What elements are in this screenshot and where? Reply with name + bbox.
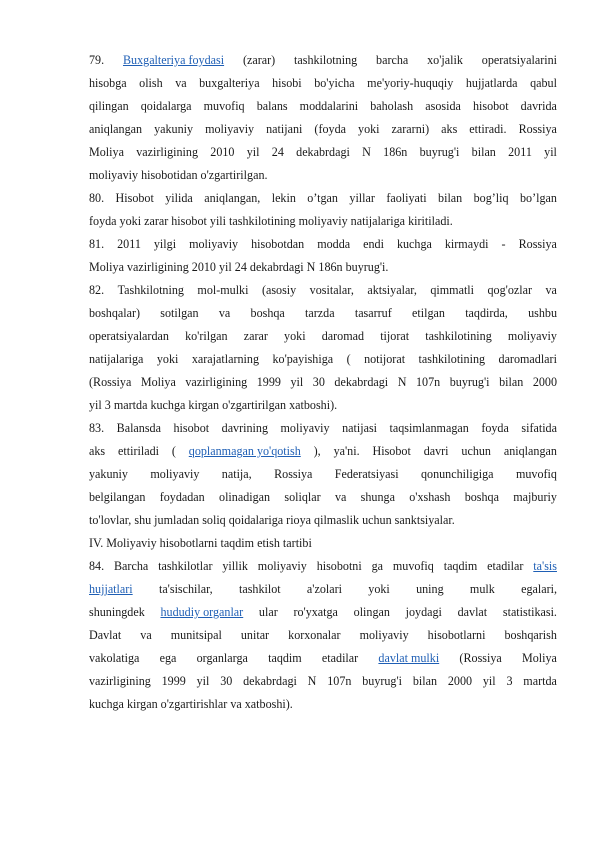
word: tarzda (305, 306, 335, 320)
word: moliyaviy hisobotidan o'zgartirilgan. (89, 168, 268, 182)
word: bog’liq (473, 191, 509, 205)
word: taqdim (443, 559, 478, 573)
word: dekabrdagi (334, 375, 389, 389)
word: ko'rilgan (185, 329, 228, 343)
word: ko'payishiga (272, 352, 334, 366)
word: faoliyati (386, 191, 427, 205)
word: 2010 (210, 145, 235, 159)
word: davri (423, 444, 449, 458)
text-line (89, 187, 557, 210)
word: bilan (499, 375, 524, 389)
word: 2011 (508, 145, 532, 159)
word: qimmatli (430, 283, 475, 297)
word: hisobot (173, 421, 210, 435)
text-line (89, 555, 557, 578)
word: yilgi (153, 237, 177, 251)
word: (asosiy (261, 283, 297, 297)
word: buyrug'i (449, 375, 490, 389)
word: o’tgan (307, 191, 338, 205)
word: yoki (368, 582, 390, 596)
word: 1999 (161, 674, 186, 688)
word: boshqalar) (89, 306, 141, 320)
word: Moliya (89, 145, 124, 159)
word: Rossiya (518, 122, 557, 136)
word: majburiy (513, 490, 557, 504)
word: qonunchiligiga (420, 467, 494, 481)
word: hisobotni (316, 559, 362, 573)
word: sifatida (521, 421, 557, 435)
word: yilida (165, 191, 193, 205)
word: aniqlangan (89, 122, 143, 136)
word: shuningdek (89, 605, 145, 619)
word: 186n (383, 145, 408, 159)
word: korxonalar (288, 628, 341, 642)
word: aktsiyalar, (367, 283, 417, 297)
word: buyrug'i (362, 674, 403, 688)
text-line (89, 440, 557, 463)
word: kuchga kirgan o'zgartirishlar va xatboshi). (89, 697, 293, 711)
word: boshqarish (504, 628, 557, 642)
text-line (89, 417, 557, 440)
word: qilingan (89, 99, 129, 113)
word: Tashkilotning (117, 283, 184, 297)
word: taqdim (268, 651, 302, 665)
word: N (307, 674, 317, 688)
word: foyda yoki zarar hisobot yili tashkilotining moliyaviy natijalariga kiritiladi. (89, 214, 453, 228)
word: foyda (481, 421, 509, 435)
hyperlink[interactable]: hududiy organlar (160, 605, 244, 619)
text-line (89, 532, 557, 555)
word: vakolatiga (89, 651, 140, 665)
word: organlarga (196, 651, 248, 665)
word: 81. (89, 237, 105, 251)
text-line (89, 394, 557, 417)
word: ular (258, 605, 278, 619)
word: 2000 (532, 375, 557, 389)
word: egalari, (521, 582, 557, 596)
word: Federatsiyasi (334, 467, 399, 481)
word: operatsiyalarini (481, 53, 557, 67)
word: etilgan (412, 306, 445, 320)
word: qog'ozlar (487, 283, 532, 297)
word: xo'jalik (427, 53, 463, 67)
word: vazirligining (185, 375, 248, 389)
word: boshqa (250, 306, 285, 320)
text-line (89, 164, 557, 187)
word: 79. (89, 53, 105, 67)
word: Hisobot (115, 191, 154, 205)
word: 2000 (447, 674, 473, 688)
word: vazirligining (89, 674, 151, 688)
word: 80. (89, 191, 105, 205)
word: zararni) (391, 122, 430, 136)
word: Rossiya (518, 237, 557, 251)
word: muvofiq (203, 99, 245, 113)
text-line (89, 509, 557, 532)
word: ettiriladi (118, 444, 159, 458)
word: Moliya vazirligining 2010 yil 24 dekabrdagi N 186n buyrug'i. (89, 260, 389, 274)
text-line (89, 256, 557, 279)
word: buxgalteriya (199, 76, 260, 90)
text-line (89, 670, 557, 693)
word: hisobot (472, 99, 509, 113)
word: balans (256, 99, 288, 113)
word: olinadigan (219, 490, 271, 504)
word: buyrug'i (419, 145, 460, 159)
word: modda (317, 237, 351, 251)
word: 2011 (117, 237, 141, 251)
word: unitar (240, 628, 270, 642)
word: uning (416, 582, 444, 596)
word: tashkilotning (294, 53, 358, 67)
word: IV. Moliyaviy hisobotlarni taqdim etish tartibi (89, 536, 312, 550)
word: Moliya (521, 651, 557, 665)
word: yoki (284, 329, 306, 343)
word: hisobotlarni (427, 628, 486, 642)
text-line (89, 325, 557, 348)
word: mol-mulki (197, 283, 249, 297)
word: aniqlangan (503, 444, 557, 458)
word: aks (441, 122, 458, 136)
word: yil (196, 674, 210, 688)
text-line (89, 72, 557, 95)
word: bilan (412, 674, 438, 688)
word: (Rossiya (89, 375, 132, 389)
word: 107n (415, 375, 441, 389)
word: Barcha (113, 559, 149, 573)
word: ettiradi. (469, 122, 507, 136)
word: moddalarini (299, 99, 359, 113)
word: tashkilot (238, 582, 281, 596)
word: va (175, 76, 187, 90)
word: natijalariga (89, 352, 144, 366)
word: aniqlangan, (204, 191, 261, 205)
word: tasarruf (354, 306, 392, 320)
word: natijasi (342, 421, 378, 435)
word: (zarar) (242, 53, 276, 67)
word: aks (89, 444, 106, 458)
word: bilan (471, 145, 496, 159)
word: tashkilotining (418, 352, 486, 366)
text-line (89, 463, 557, 486)
text-line (89, 210, 557, 233)
word: Hisobot (372, 444, 411, 458)
word: etadilar (321, 651, 359, 665)
word: bo’lgan (519, 191, 557, 205)
text-line (89, 141, 557, 164)
text-line (89, 118, 557, 141)
text-line (89, 348, 557, 371)
text-line (89, 486, 557, 509)
word: etadilar (487, 559, 524, 573)
text-line (89, 578, 557, 601)
word: moliyaviy (205, 122, 255, 136)
word: baholash (370, 99, 414, 113)
word: ), (313, 444, 321, 458)
word: to'lovlar, shu jumladan soliq qoidalariga rioya qilmaslik uchun sanktsiyalar. (89, 513, 455, 527)
word: moliyaviy (257, 559, 307, 573)
word: 3 (506, 674, 513, 688)
word: o'xshash (409, 490, 451, 504)
word: qoidalarga (140, 99, 192, 113)
word: 84. (89, 559, 105, 573)
word: sotilgan (160, 306, 199, 320)
word: munitsipal (170, 628, 222, 642)
word: yil (246, 145, 260, 159)
word: moliyaviy (359, 628, 409, 642)
word: 1999 (256, 375, 281, 389)
word: va (334, 490, 347, 504)
word: martda (523, 674, 557, 688)
word: statistikasi. (502, 605, 557, 619)
word: 30 (220, 674, 233, 688)
word: moliyaviy (280, 421, 330, 435)
text-line (89, 371, 557, 394)
word: joydagi (405, 605, 442, 619)
word: ro'yxatga (293, 605, 338, 619)
word: barcha (376, 53, 409, 67)
word: asosida (425, 99, 461, 113)
word: 83. (89, 421, 105, 435)
word: qabul (530, 76, 557, 90)
word: va (140, 628, 152, 642)
word: tashkilotining (425, 329, 492, 343)
word: boshqa (464, 490, 499, 504)
word: notijorat (364, 352, 406, 366)
word: soliqlar (284, 490, 321, 504)
word: dekabrdagi (243, 674, 297, 688)
word: hujjatlarda (465, 76, 518, 90)
word: operatsiyalardan (89, 329, 169, 343)
word: ( (171, 444, 176, 458)
word: me'yoriy-huquqiy (367, 76, 454, 90)
word: ( (346, 352, 351, 366)
word: xarajatlarning (191, 352, 260, 366)
text-line (89, 693, 557, 716)
word: bilan (438, 191, 463, 205)
word: yoki (156, 352, 179, 366)
word: yillar (349, 191, 375, 205)
word: natija, (221, 467, 252, 481)
word: taqsimlanmagan (389, 421, 469, 435)
word: N (362, 145, 371, 159)
word: shunga (360, 490, 395, 504)
word: va (218, 306, 231, 320)
text-line (89, 647, 557, 670)
text-line (89, 302, 557, 325)
word: kuchga (396, 237, 432, 251)
word: hisobotdan (251, 237, 305, 251)
word: 24 (271, 145, 284, 159)
word: Moliya (140, 375, 176, 389)
word: taqdirda, (465, 306, 508, 320)
word: moliyaviy (507, 329, 557, 343)
document-body (89, 49, 557, 716)
word: ya'ni. (333, 444, 360, 458)
word: bo'yicha (314, 76, 355, 90)
hyperlink[interactable]: qoplanmagan yo'qotish (188, 444, 301, 458)
word: davlat (457, 605, 488, 619)
word: dekabrdagi (296, 145, 350, 159)
text-line (89, 49, 557, 72)
word: tijorat (380, 329, 410, 343)
text-line (89, 95, 557, 118)
word: va (545, 283, 557, 297)
word: Rossiya (274, 467, 313, 481)
word: vazirligining (136, 145, 199, 159)
word: ushbu (528, 306, 557, 320)
word: belgilangan (89, 490, 146, 504)
word: hisobga (89, 76, 127, 90)
word: yil 3 martda kuchga kirgan o'zgartirilgan xatboshi). (89, 398, 338, 412)
word: olingan (353, 605, 390, 619)
hyperlink[interactable]: hujjatlari (89, 582, 133, 596)
hyperlink[interactable]: Buxgalteriya foydasi (122, 53, 225, 67)
word: davrining (221, 421, 268, 435)
word: ega (159, 651, 177, 665)
text-line (89, 279, 557, 302)
word: yakuniy (89, 467, 128, 481)
word: endi (363, 237, 384, 251)
word: muvofiq (392, 559, 434, 573)
word: natijani (266, 122, 303, 136)
word: ta'sischilar, (158, 582, 213, 596)
word: (Rossiya (459, 651, 502, 665)
word: 107n (327, 674, 352, 688)
word: daromad (321, 329, 365, 343)
word: moliyaviy (150, 467, 200, 481)
text-line (89, 624, 557, 647)
word: uchun (461, 444, 491, 458)
word: yakuniy (154, 122, 194, 136)
word: davrida (520, 99, 557, 113)
word: olish (139, 76, 163, 90)
word: yoki (358, 122, 380, 136)
text-line (89, 233, 557, 256)
word: Balansda (116, 421, 161, 435)
word: daromadlari (498, 352, 557, 366)
word: N (397, 375, 407, 389)
word: mulk (469, 582, 495, 596)
word: 82. (89, 283, 105, 297)
word: ga (371, 559, 383, 573)
word: - (501, 237, 506, 251)
text-line (89, 601, 557, 624)
word: muvofiq (515, 467, 557, 481)
word: Davlat (89, 628, 122, 642)
word: 30 (312, 375, 325, 389)
hyperlink[interactable]: ta'sis (533, 559, 557, 573)
word: yillik (222, 559, 248, 573)
word: hisobi (272, 76, 302, 90)
word: zarar (243, 329, 268, 343)
word: vositalar, (309, 283, 354, 297)
hyperlink[interactable]: davlat mulki (378, 651, 440, 665)
word: lekin (271, 191, 296, 205)
word: moliyaviy (189, 237, 239, 251)
word: yil (290, 375, 304, 389)
word: kirmaydi (444, 237, 489, 251)
word: tashkilotlar (158, 559, 213, 573)
word: a'zolari (306, 582, 342, 596)
word: foydadan (159, 490, 205, 504)
word: (foyda (314, 122, 346, 136)
word: yil (544, 145, 557, 159)
word: yil (482, 674, 496, 688)
